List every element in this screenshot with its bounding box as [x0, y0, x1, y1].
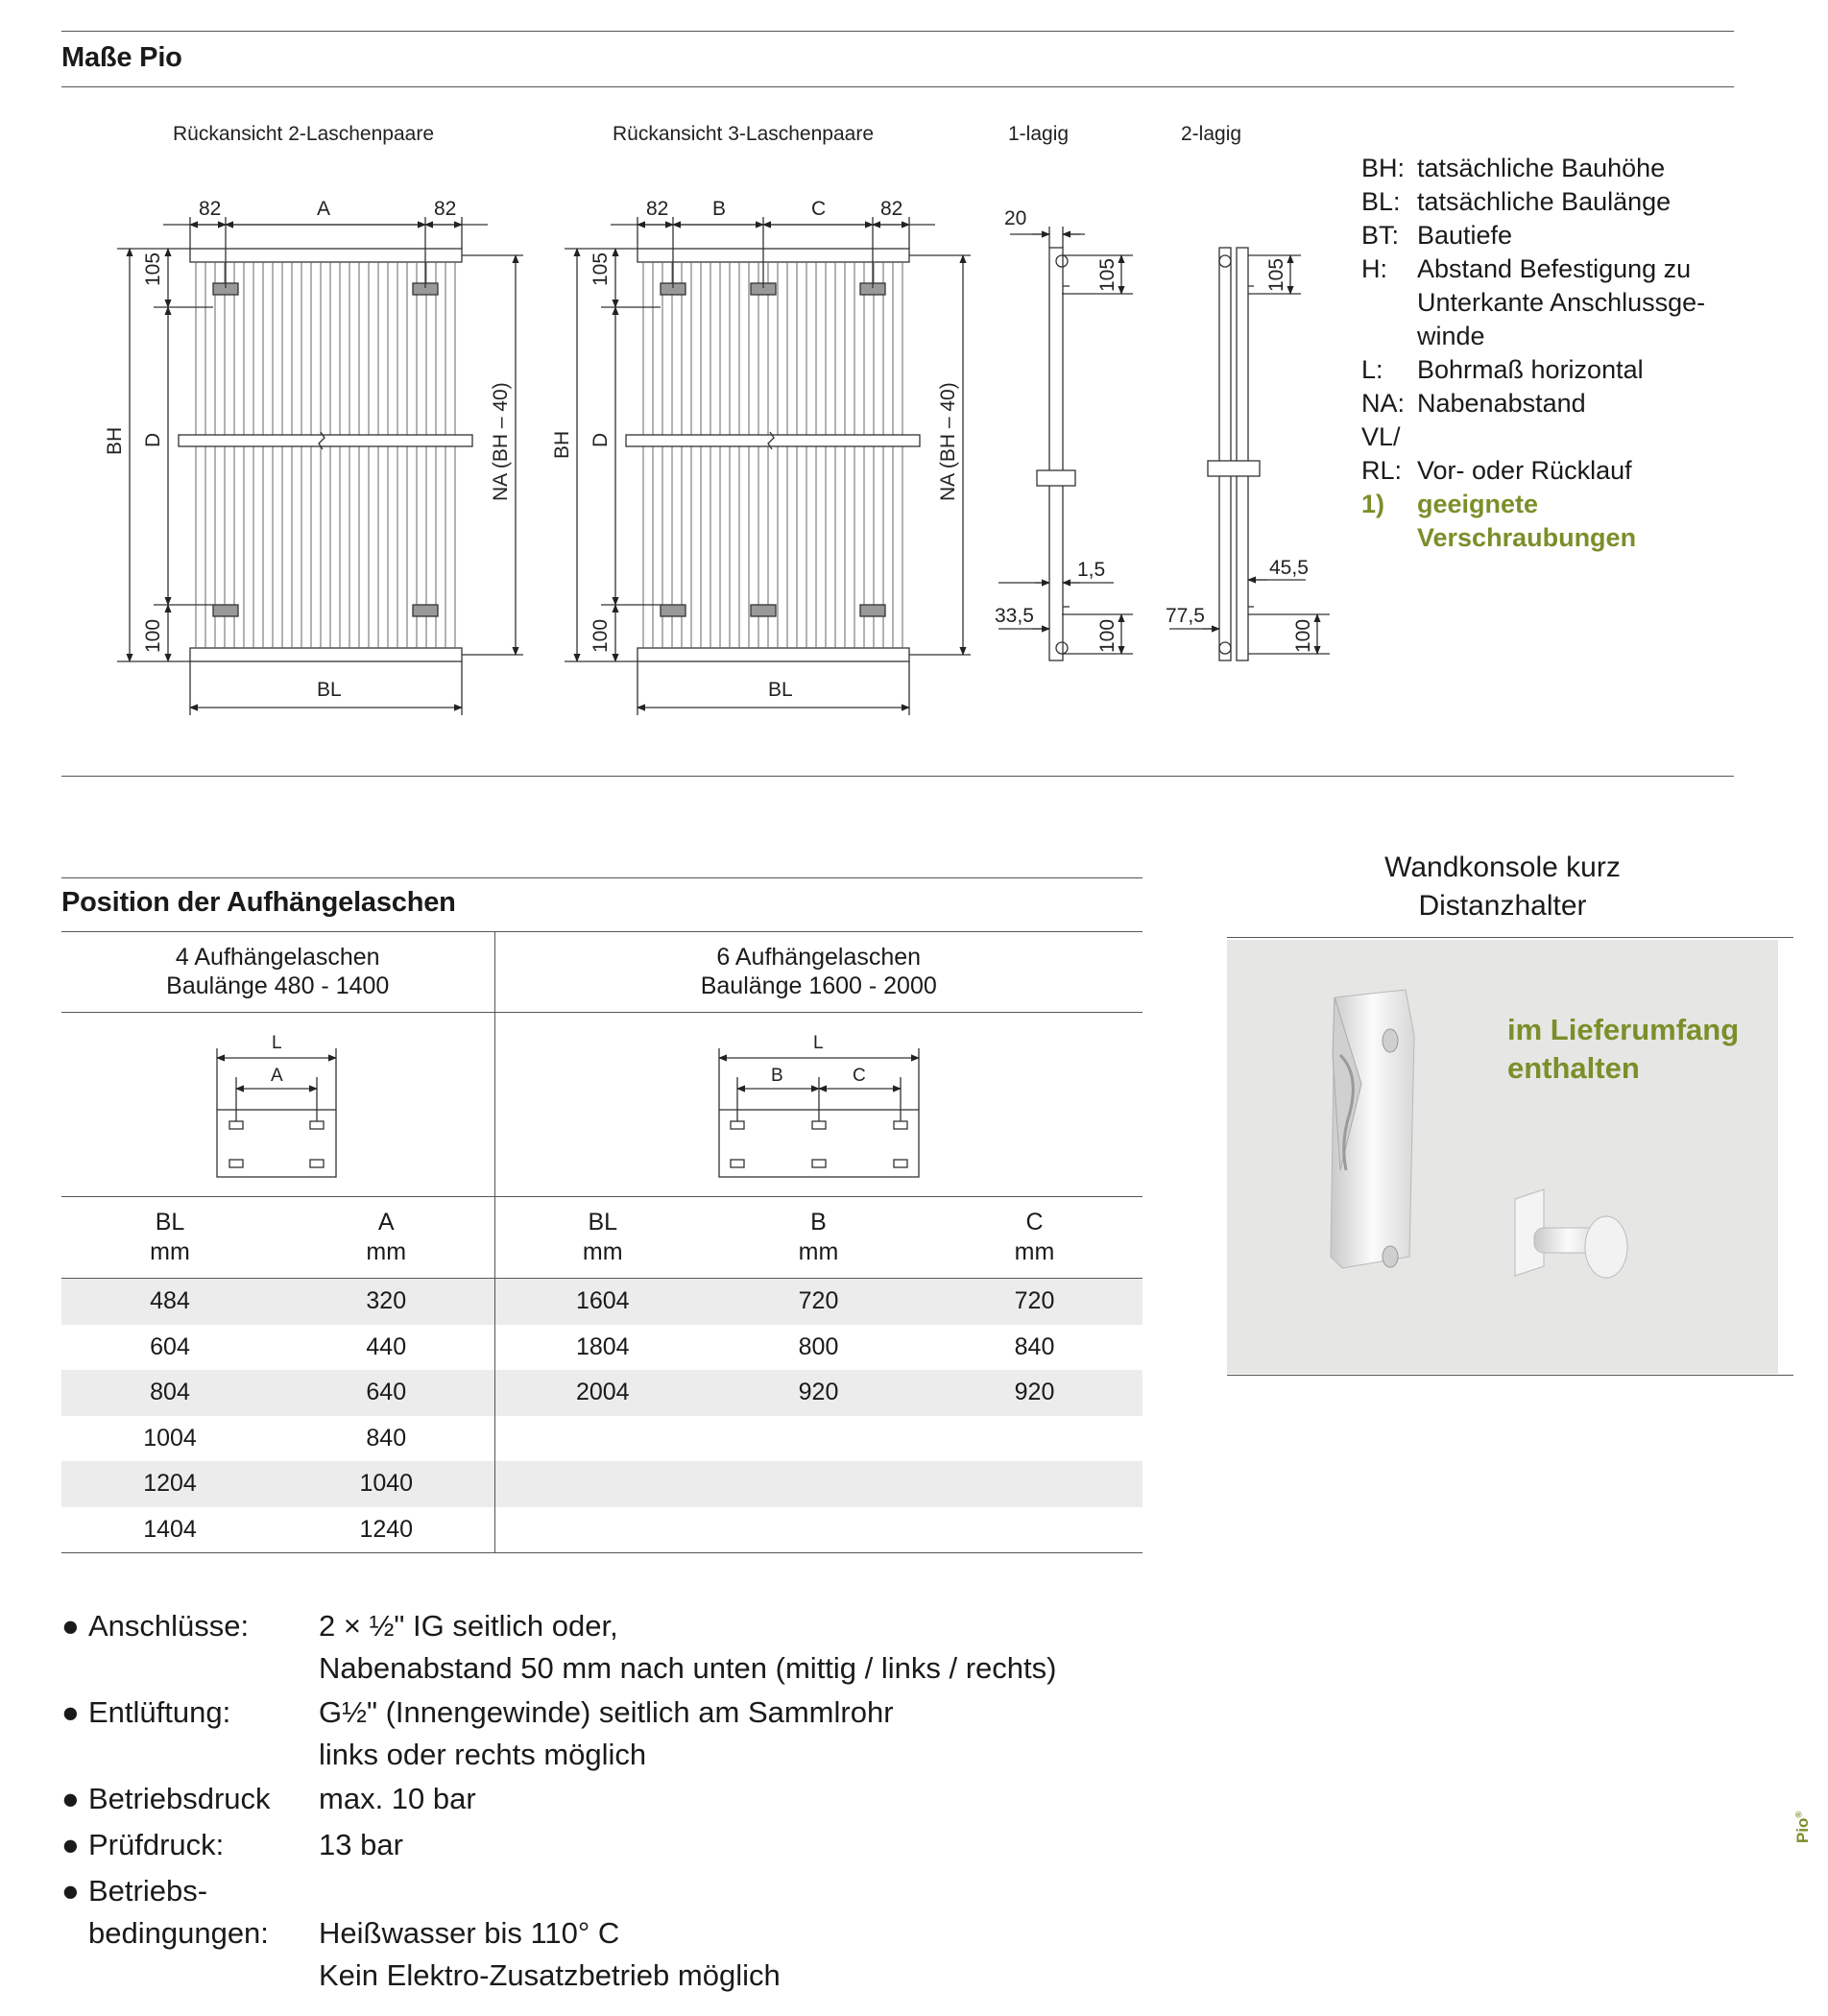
dim-105-b: 105: [589, 252, 612, 286]
col-header-b: B mm: [710, 1197, 926, 1279]
spec-item-operating-conditions-values: bedingungen: Heißwasser bis 110° C Kein Elektro-Zusatzbetrieb möglich: [88, 1916, 781, 1992]
cell: 1240: [278, 1507, 494, 1553]
drawing-2-pairs: [117, 217, 523, 715]
dim-105-double: 105: [1265, 257, 1287, 292]
dim-b: B: [712, 198, 727, 220]
label-view-2-pairs: Rückansicht 2-Laschenpaare: [173, 123, 434, 145]
table-row: [61, 1416, 1142, 1462]
group-header-6: 6 Aufhängelaschen Baulänge 1600 - 2000: [494, 931, 1142, 1013]
dim-bh-b: BH: [551, 430, 573, 459]
label-double-layer: 2-lagig: [1181, 123, 1242, 145]
dim-100-b: 100: [589, 618, 612, 653]
cell: [710, 1416, 926, 1462]
cell: 1404: [61, 1507, 278, 1553]
bracket-image-panel: [1227, 940, 1778, 1374]
mounting-table: [61, 931, 1142, 1553]
abbreviation-legend: [1361, 152, 1801, 555]
table-row: [61, 1279, 1142, 1325]
table-row: [61, 1325, 1142, 1371]
table-row: [61, 1507, 1142, 1553]
table-row: [61, 1461, 1142, 1507]
legend-item: H: Abstand Befestigung zu Unterkante Anschlussge-winde: [1361, 254, 1706, 350]
dim-na-b: NA (BH – 40): [937, 382, 959, 501]
cell: [494, 1461, 710, 1507]
legend-item: BT: Bautiefe: [1361, 221, 1513, 250]
dim-d: D: [142, 432, 164, 447]
dim-100: 100: [142, 618, 164, 653]
dim-77-5: 77,5: [1166, 605, 1205, 627]
dim-bh: BH: [104, 426, 126, 455]
cell: [926, 1416, 1142, 1462]
dim-1-5: 1,5: [1077, 559, 1106, 581]
cell: 1004: [143, 1424, 197, 1452]
dim-d-b: D: [589, 432, 612, 447]
dim-82-left: 82: [199, 198, 222, 220]
legend-item: NA: Nabenabstand: [1361, 389, 1586, 418]
included-note: im Lieferumfang enthalten: [1507, 1013, 1740, 1085]
bracket-title: Wandkonsole kurz Distanzhalter: [1384, 852, 1621, 922]
cell: 920: [926, 1370, 1142, 1416]
cell: 804: [61, 1370, 278, 1416]
cell: 720: [926, 1279, 1142, 1325]
sketch-label-l2: L: [812, 1033, 824, 1053]
dim-bl-b: BL: [768, 679, 793, 701]
sketch-label-b: B: [770, 1066, 783, 1086]
dim-100-double: 100: [1292, 618, 1314, 653]
col-header-bl: BL mm: [61, 1197, 278, 1279]
legend-item: RL: Vor- oder Rücklauf: [1361, 456, 1632, 485]
dim-105: 105: [142, 252, 164, 286]
bracket-rule-bottom: [1227, 1375, 1793, 1376]
table-row: [61, 1370, 1142, 1416]
col-header-a: A mm: [278, 1197, 494, 1279]
cell: [494, 1416, 710, 1462]
dim-82-left-b: 82: [646, 198, 669, 220]
spec-item-venting: ● Entlüftung: G½" (Innengewinde) seitlich am Sammlrohr links oder rechts möglich: [61, 1695, 894, 1771]
dim-bl: BL: [317, 679, 342, 701]
cell: [710, 1507, 926, 1553]
col-header-bl-2: BL mm: [494, 1197, 710, 1279]
cell: 320: [278, 1279, 494, 1325]
dimensions-title: Maße Pio: [61, 42, 182, 73]
legend-item: L: Bohrmaß horizontal: [1361, 355, 1644, 384]
bracket-rule-top: [1227, 937, 1793, 938]
wall-bracket-illustration: [1227, 940, 1778, 1374]
section-divider: [61, 776, 1734, 777]
cell: 2004: [494, 1370, 710, 1416]
mounting-title: Position der Aufhängelaschen: [61, 887, 456, 918]
col-header-c: C mm: [926, 1197, 1142, 1279]
cell: 484: [61, 1279, 278, 1325]
cell: [926, 1507, 1142, 1553]
sketch-label-a: A: [271, 1066, 283, 1086]
cell: 1040: [278, 1461, 494, 1507]
label-view-3-pairs: Rückansicht 3-Laschenpaare: [613, 123, 874, 145]
sketch-4-tabs: [61, 1013, 494, 1197]
dim-82-right: 82: [434, 198, 457, 220]
dim-na: NA (BH – 40): [490, 382, 512, 501]
cell: 720: [710, 1279, 926, 1325]
legend-item: BL: tatsächliche Baulänge: [1361, 187, 1672, 216]
cell: 800: [798, 1332, 839, 1360]
sketch-6-tabs: [494, 1013, 1142, 1197]
spec-item-operating-pressure: ● Betriebsdruck max. 10 bar: [61, 1782, 476, 1815]
cell: 920: [710, 1370, 926, 1416]
dimension-drawings: [0, 0, 1354, 730]
cell: 1204: [61, 1461, 278, 1507]
mounting-top-rule: [61, 877, 1142, 878]
group-header-4: 4 Aufhängelaschen Baulänge 480 - 1400: [61, 931, 494, 1013]
dim-20: 20: [1004, 207, 1027, 229]
cell: 840: [1014, 1332, 1055, 1360]
cell: 1604: [494, 1279, 710, 1325]
cell: [710, 1461, 926, 1507]
cell: 640: [278, 1370, 494, 1416]
legend-item-footnote: 1) geeignete Verschraubungen: [1361, 490, 1637, 552]
side-tab-label: Pio®: [1793, 1811, 1812, 1843]
cell: 604: [150, 1332, 190, 1360]
spec-item-test-pressure: ● Prüfdruck: 13 bar: [61, 1828, 403, 1861]
cell: 840: [278, 1416, 494, 1462]
cell: [494, 1507, 710, 1553]
dim-45-5: 45,5: [1269, 557, 1309, 579]
dim-c: C: [811, 198, 827, 220]
dim-33-5: 33,5: [995, 605, 1034, 627]
legend-item: VL/: [1361, 422, 1401, 451]
dim-100-single: 100: [1096, 618, 1118, 653]
cell: 440: [278, 1325, 494, 1371]
label-single-layer: 1-lagig: [1008, 123, 1070, 145]
dim-105-single: 105: [1096, 257, 1118, 292]
spec-item-connections: ● Anschlüsse: 2 × ½" IG seitlich oder, Nabenabstand 50 mm nach unten (mittig / links / rechts): [61, 1609, 1057, 1685]
sketch-label-l: L: [272, 1033, 282, 1053]
cell: [926, 1461, 1142, 1507]
spec-item-operating-conditions: ● Betriebs-: [61, 1874, 208, 1908]
dim-a: A: [317, 198, 331, 220]
dim-82-right-b: 82: [880, 198, 903, 220]
spec-list: [61, 1605, 1056, 1997]
sketch-label-c: C: [852, 1066, 866, 1086]
legend-item: BH: tatsächliche Bauhöhe: [1361, 154, 1666, 182]
cell: 1804: [575, 1332, 630, 1360]
drawing-3-pairs: [565, 217, 971, 715]
drawing-double-layer: [1169, 248, 1330, 660]
